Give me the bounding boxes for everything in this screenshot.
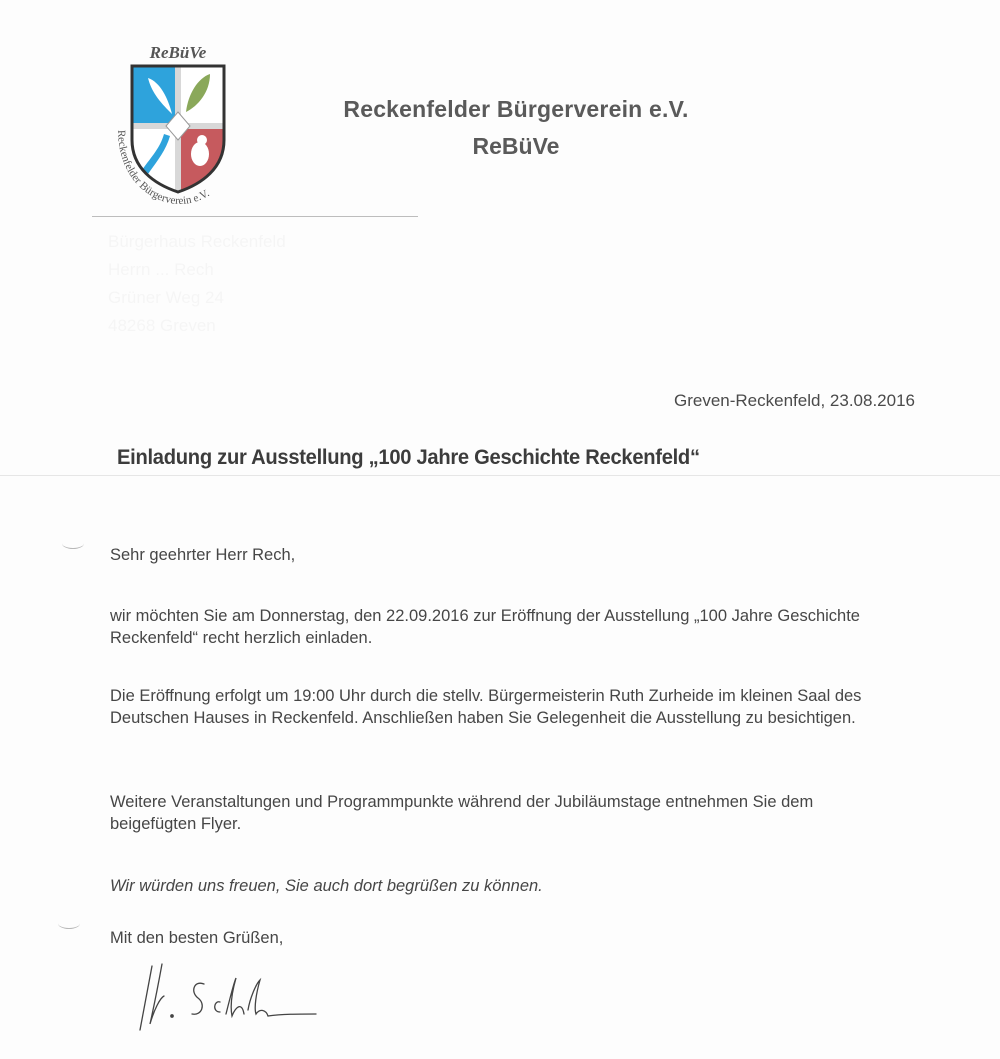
paragraph-invitation: wir möchten Sie am Donnerstag, den 22.09.2016 zur Eröffnung der Ausstellung „100 Jahre Geschichte Reckenfeld“ recht herzlich einladen.	[110, 607, 860, 647]
subject-line: Einladung zur Ausstellung „100 Jahre Geschichte Reckenfeld“	[117, 446, 700, 469]
logo-top-text: ReBüVe	[149, 43, 207, 62]
ghost-address-block	[108, 228, 428, 418]
letterhead-divider	[92, 216, 418, 217]
punch-hole-mark	[58, 918, 80, 929]
signature	[132, 958, 322, 1036]
organization-short-name: ReBüVe	[472, 133, 560, 159]
club-logo	[102, 38, 262, 210]
paragraph-further-events: Weitere Veranstaltungen und Programmpunkte während der Jubiläumstage entnehmen Sie dem beigefügten Flyer.	[110, 793, 814, 833]
fold-line	[0, 475, 1000, 476]
punch-hole-mark	[62, 538, 84, 549]
ghost-line: Grüner Weg 24	[108, 288, 224, 307]
closing-formula: Mit den besten Grüßen,	[110, 929, 284, 947]
paragraph-closing-wish: Wir würden uns freuen, Sie auch dort begrüßen zu können.	[110, 877, 543, 895]
logo-ring-text: Reckenfelder Bürgerverein e.V.	[114, 129, 212, 208]
ghost-line: Bürgerhaus Reckenfeld	[108, 232, 286, 251]
organization-name: Reckenfelder Bürgerverein e.V.	[343, 96, 689, 122]
salutation: Sehr geehrter Herr Rech,	[110, 546, 296, 564]
ghost-line: Herrn ... Rech	[108, 260, 214, 279]
paragraph-opening-details: Die Eröffnung erfolgt um 19:00 Uhr durch die stellv. Bürgermeisterin Ruth Zurheide im kleinen Saal des Deutschen Hauses in Reckenfeld. Anschließen haben Sie Gelegenheit die Ausstellung zu besichtigen.	[110, 687, 862, 727]
ghost-line: 48268 Greven	[108, 316, 216, 335]
place-and-date: Greven-Reckenfeld, 23.08.2016	[674, 391, 915, 410]
